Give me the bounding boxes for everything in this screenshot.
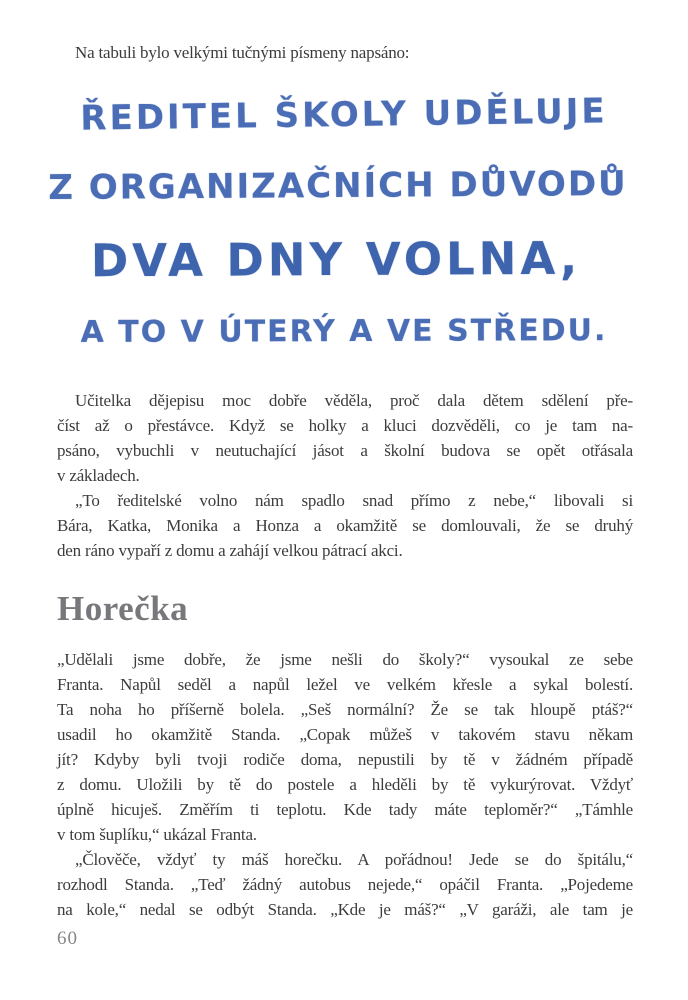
text-line: „To ředitelské volno nám spadlo snad přímo z nebe,“ libovali si — [75, 491, 633, 510]
text-line: na kole,“ nedal se odbýt Standa. „Kde je máš?“ „V garáži, ale tam je — [57, 900, 633, 919]
text-line: usadil ho okamžitě Standa. „Copak můžeš v takovém stavu někam — [57, 725, 633, 744]
text-line: úplně hicuješ. Změřím ti teplotu. Kde tady máte teploměr?“ „Támhle — [57, 800, 633, 819]
body-paragraph — [57, 647, 633, 847]
blackboard-note — [0, 79, 688, 366]
intro-text: Na tabuli bylo velkými tučnými písmeny napsáno: — [75, 43, 410, 62]
blackboard-line: A TO V ÚTERÝ A VE STŘEDU. — [80, 313, 608, 350]
body-paragraph — [57, 488, 633, 563]
text-line: psáno, vybuchli v neutuchající jásot a školní budova se opět otřásala — [57, 441, 633, 460]
blackboard-line: DVA DNY VOLNA, — [90, 231, 582, 288]
blackboard-line: ŘEDITEL ŠKOLY UDĚLUJE — [80, 91, 608, 139]
page-number: 60 — [57, 928, 78, 949]
text-line: číst až o přestávce. Když se holky a kluci dozvěděli, co je tam na- — [57, 416, 633, 435]
text-line: „Člověče, vždyť ty máš horečku. A pořádnou! Jede se do špitálu,“ — [75, 850, 633, 869]
text-line: jít? Kdyby byli tvoji rodiče doma, nepustili by tě v žádném případě — [57, 750, 633, 769]
text-line: Bára, Katka, Monika a Honza a okamžitě se domlouvali, že se druhý — [57, 516, 633, 535]
text-line: v tom šuplíku,“ ukázal Franta. — [57, 825, 257, 844]
text-line: „Udělali jsme dobře, že jsme nešli do školy?“ vysoukal ze sebe — [57, 650, 633, 669]
blackboard-line: Z ORGANIZAČNÍCH DŮVODŮ — [48, 163, 628, 209]
text-line: Ta noha ho příšerně bolela. „Seš normální? Že se tak hloupě ptáš?“ — [57, 700, 633, 719]
text-line: rozhodl Standa. „Teď žádný autobus nejede,“ opáčil Franta. „Pojedeme — [57, 875, 633, 894]
text-line: Franta. Napůl seděl a napůl ležel ve velkém křesle a sykal bolestí. — [57, 675, 633, 694]
text-line: Učitelka dějepisu moc dobře věděla, proč dala dětem sdělení pře- — [75, 391, 633, 410]
text-line: v základech. — [57, 466, 140, 485]
intro-paragraph — [57, 40, 633, 65]
chapter-heading: Horečka — [57, 589, 189, 628]
body-paragraph — [57, 388, 633, 488]
text-line: den ráno vypaří z domu a zahájí velkou pátrací akci. — [57, 541, 403, 560]
body-paragraph — [57, 847, 633, 922]
text-line: z domu. Uložili by tě do postele a hleděli by tě vykurýrovat. Vždyť — [57, 775, 633, 794]
